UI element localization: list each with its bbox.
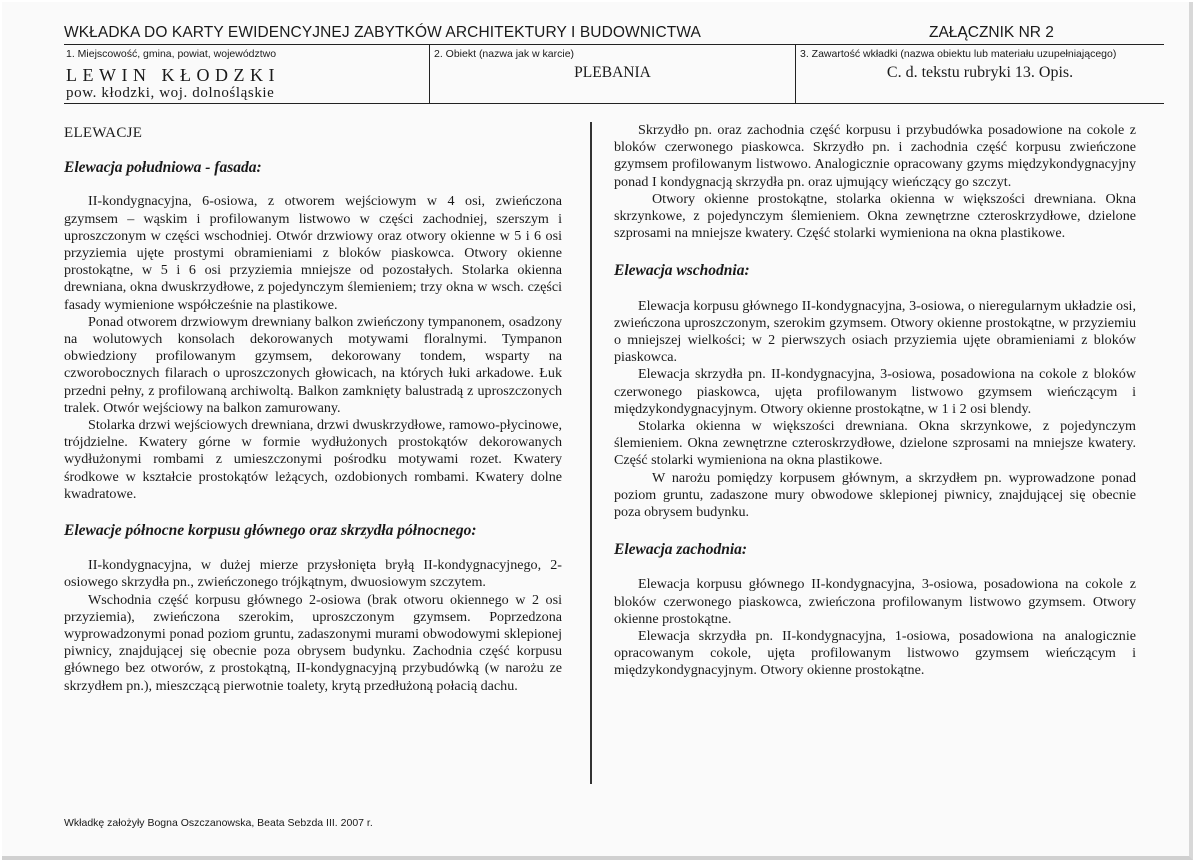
attachment-number: ZAŁĄCZNIK NR 2	[929, 24, 1054, 41]
object-name: PLEBANIA	[574, 64, 651, 81]
paragraph: Wschodnia część korpusu głównego 2-osiowa (brak otworu okiennego w 2 osi przyziemia), zwieńczona szerokim, uproszczonym gzymsem. Poprzedzona wyprowadzonymi ponad poziom gruntu, zadaszonymi murami obwodowymi sklepionej piwnicy, znajdującej się obecnie poza obrysem budynku. Zachodnia część korpusu głównego bez otworów, z prostokątną, II-kondygnacyjną przybudówką (w narożu ze skrzydłem pn.), mieszczącą pierwotnie toalety, krytą przedłużoną połacią dachu.	[64, 591, 562, 694]
object-label: 2. Obiekt (nazwa jak w karcie)	[434, 48, 575, 60]
paragraph: II-kondygnacyjna, w dużej mierze przysłonięta bryłą II-kondygnacyjnego, 2-osiowego skrzydła pn., zwieńczonego trójkątnym, dwuosiowym szczytem.	[64, 557, 562, 591]
paragraph: Stolarka okienna w większości drewniana. Okna skrzynkowe, z pojedynczym ślemieniem. Okna zewnętrzne czteroskrzydłowe, dzielone szprosami na mniejsze kwatery. Część stolarki wymieniona na okna plastikowe.	[614, 418, 1136, 469]
location-name: LEWIN KŁODZKI	[66, 65, 280, 85]
document-page	[2, 2, 1193, 860]
heading-east-elevation: Elewacja wschodnia:	[614, 262, 750, 280]
paragraph: II-kondygnacyjna, 6-osiowa, z otworem wejściowym w 4 osi, zwieńczona gzymsem – wąskim i profilowanym listwowo w części zachodniej, szerszym i uproszczonym w części wschodniej. Otwór drzwiowy oraz otwory okienne w 5 i 6 osi przyziemia ujęte prostymi obramieniami z bloków piaskowca. Otwory okienne prostokątne, w 5 i 6 osi przyziemia mniejsze od pozostałych. Stolarka okienna drewniana, okna dwuskrzydłowe, z pojedynczym ślemieniem; trzy okna w wsch. części fasady wymienione współcześnie na plastikowe.	[64, 193, 562, 313]
column-divider	[590, 122, 592, 784]
content-label: 3. Zawartość wkładki (nazwa obiektu lub materiału uzupełniającego)	[800, 48, 1117, 60]
left-column	[64, 122, 562, 695]
document-title: WKŁADKA DO KARTY EWIDENCYJNEJ ZABYTKÓW ARCHITEKTURY I BUDOWNICTWA	[64, 24, 701, 41]
heading-south-elevation: Elewacja południowa - fasada:	[64, 159, 262, 177]
footer-authors: Wkładkę założyły Bogna Oszczanowska, Beata Sebzda III. 2007 r.	[64, 817, 373, 829]
paragraph: W narożu pomiędzy korpusem głównym, a skrzydłem pn. wyprowadzone ponad poziom gruntu, zadaszone mury obwodowe sklepionej piwnicy, znajdującej się obecnie poza obrysem budynku.	[614, 469, 1136, 521]
content-value: C. d. tekstu rubryki 13. Opis.	[886, 64, 1074, 81]
location-cell	[64, 45, 430, 103]
content-cell	[796, 45, 1164, 103]
heading-west-elevation: Elewacja zachodnia:	[614, 541, 748, 559]
paragraph: Elewacja skrzydła pn. II-kondygnacyjna, 3-osiowa, posadowiona na cokole z bloków czerwonego piaskowca, ujęta profilowanym listwowo gzymsem wieńczącym i międzykondygnacyjnym. Otwory okienne prostokątne, w 1 i 2 osi blendy.	[614, 366, 1136, 417]
paragraph: Elewacja korpusu głównego II-kondygnacyjna, 3-osiowa, o nieregularnym układzie osi, zwieńczona uproszczonym, szerokim gzymsem. Otwory okienne prostokątne, w przyziemiu o mniejszej wielkości; w 2 pierwszych osiach przyziemia ujęte obramieniami z bloków piaskowca.	[614, 297, 1136, 366]
paragraph: Elewacja korpusu głównego II-kondygnacyjna, 3-osiowa, posadowiona na cokole z bloków czerwonego piaskowca, zwieńczona profilowanym listwowo gzymsem. Otwory okienne prostokątne.	[614, 576, 1136, 627]
location-region: pow. kłodzki, woj. dolnośląskie	[66, 85, 275, 101]
right-column	[614, 122, 1136, 680]
paragraph: Stolarka drzwi wejściowych drewniana, drzwi dwuskrzydłowe, ramowo-płycinowe, trójdzielne. Kwatery górne w formie wydłużonych prostokątów dekorowanych wydłużonymi rombami z umieszczonymi pośrodku motywami rozet. Kwatery środkowe w kształcie prostokątów leżących, ozdobionych rombami. Kwatery dolne kwadratowe.	[64, 417, 562, 502]
location-label: 1. Miejscowość, gmina, powiat, województwo	[66, 48, 277, 60]
header-table	[64, 44, 1164, 104]
paragraph: Otwory okienne prostokątne, stolarka okienna w większości drewniana. Okna skrzynkowe, z pojedynczym ślemieniem. Okna zewnętrzne czteroskrzydłowe, dzielone szprosami na mniejsze kwatery. Część stolarki wymieniona na okna plastikowe.	[614, 190, 1136, 242]
heading-north-elevation: Elewacje północne korpusu głównego oraz skrzydła północnego:	[64, 522, 477, 540]
paragraph: Elewacja skrzydła pn. II-kondygnacyjna, 1-osiowa, posadowiona na analogicznie opracowanym cokole, ujęta profilowanym listwowo gzymsem wieńczącym i międzykondygnacyjnym. Otwory okienne prostokątne.	[614, 628, 1136, 679]
paragraph: Ponad otworem drzwiowym drewniany balkon zwieńczony tympanonem, osadzony na wolutowych konsolach dekorowanych motywami floralnymi. Tympanon obwiedziony profilowanym gzymsem, dekorowany tondem, wsparty na czworobocznych filarach o uproszczonych głowicach, na których łuki arkadowe. Łuk przedni pełny, z profilowaną archiwoltą. Balkon zamknięty balustradą z uproszczonych tralek. Otwór wejściowy na balkon zamurowany.	[64, 313, 562, 416]
section-label: ELEWACJE	[64, 125, 143, 141]
object-cell	[430, 45, 796, 103]
paragraph: Skrzydło pn. oraz zachodnia część korpusu i przybudówka posadowione na cokole z bloków czerwonego piaskowca. Skrzydło pn. i zachodnia część korpusu zwieńczone gzymsem profilowanym listwowo. Analogicznie opracowany gzyms międzykondygnacyjny ponad I kondygnacją skrzydła pn. oraz ujmujący wieńczący go szczyt.	[614, 122, 1136, 190]
